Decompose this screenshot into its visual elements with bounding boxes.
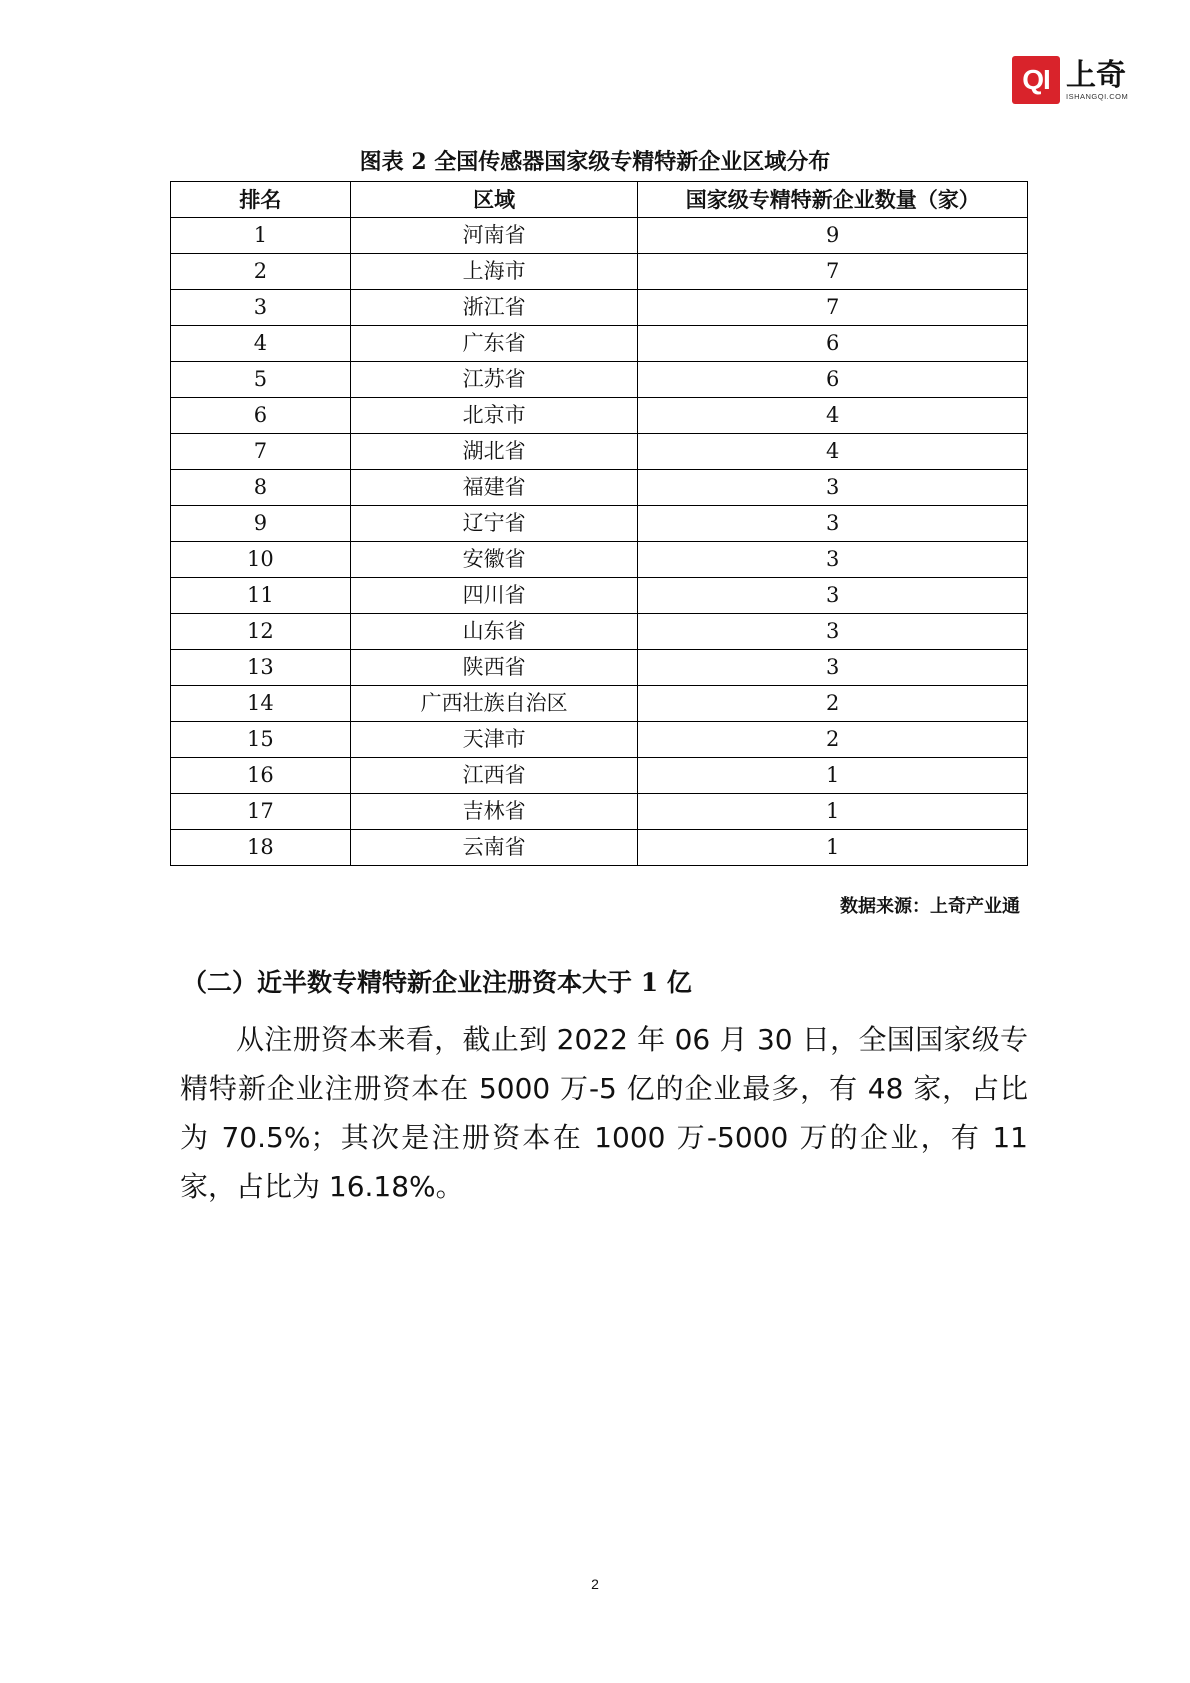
table-row (171, 398, 1028, 434)
region-cell: 福建省 (350, 470, 638, 506)
region-distribution-table (170, 181, 1028, 866)
region-cell: 江西省 (350, 758, 638, 794)
rank-cell: 12 (171, 614, 351, 650)
rank-cell: 15 (171, 722, 351, 758)
count-cell: 3 (638, 542, 1028, 578)
count-cell: 2 (638, 722, 1028, 758)
region-cell: 云南省 (350, 830, 638, 866)
rank-cell: 5 (171, 362, 351, 398)
count-cell: 7 (638, 254, 1028, 290)
table-row (171, 218, 1028, 254)
region-cell: 吉林省 (350, 794, 638, 830)
region-cell: 河南省 (350, 218, 638, 254)
count-cell: 7 (638, 290, 1028, 326)
table-row (171, 470, 1028, 506)
count-cell: 1 (638, 794, 1028, 830)
rank-cell: 10 (171, 542, 351, 578)
table-row (171, 362, 1028, 398)
table-header-row (171, 182, 1028, 218)
logo-url: ISHANGQI.COM (1066, 91, 1129, 101)
rank-cell: 6 (171, 398, 351, 434)
table-caption: 图表 2 全国传感器国家级专精特新企业区域分布 (359, 149, 831, 175)
data-source-note: 数据来源：上奇产业通 (840, 896, 1020, 917)
region-cell: 陕西省 (350, 650, 638, 686)
region-cell: 安徽省 (350, 542, 638, 578)
region-cell: 四川省 (350, 578, 638, 614)
count-cell: 1 (638, 758, 1028, 794)
table-row (171, 290, 1028, 326)
table-row (171, 434, 1028, 470)
table-row (171, 578, 1028, 614)
rank-cell: 17 (171, 794, 351, 830)
rank-cell: 2 (171, 254, 351, 290)
rank-cell: 4 (171, 326, 351, 362)
region-cell: 广西壮族自治区 (350, 686, 638, 722)
table-row (171, 722, 1028, 758)
rank-cell: 11 (171, 578, 351, 614)
rank-cell: 18 (171, 830, 351, 866)
table-row (171, 758, 1028, 794)
rank-cell: 7 (171, 434, 351, 470)
region-cell: 浙江省 (350, 290, 638, 326)
body-paragraph: 从注册资本来看，截止到 2022 年 06 月 30 日，全国国家级专精特新企业注册资本在 5000 万-5 亿的企业最多，有 48 家，占比为 70.5%；其次是注册资本在 1000 万-5000 万的企业，有 11 家，占比为 16.18%。 (180, 1023, 1028, 1203)
region-cell: 辽宁省 (350, 506, 638, 542)
count-cell: 2 (638, 686, 1028, 722)
table-row (171, 650, 1028, 686)
table-row (171, 614, 1028, 650)
count-cell: 1 (638, 830, 1028, 866)
count-cell: 6 (638, 362, 1028, 398)
logo-mark: QI (1012, 56, 1060, 104)
region-cell: 山东省 (350, 614, 638, 650)
count-cell: 3 (638, 578, 1028, 614)
table-row (171, 506, 1028, 542)
table-row (171, 326, 1028, 362)
region-cell: 广东省 (350, 326, 638, 362)
rank-cell: 16 (171, 758, 351, 794)
table-row (171, 542, 1028, 578)
header-rank: 排名 (171, 182, 351, 218)
rank-cell: 1 (171, 218, 351, 254)
count-cell: 4 (638, 434, 1028, 470)
count-cell: 3 (638, 470, 1028, 506)
rank-cell: 3 (171, 290, 351, 326)
table-row (171, 254, 1028, 290)
table-row (171, 830, 1028, 866)
header-count: 国家级专精特新企业数量（家） (638, 182, 1028, 218)
logo-text (1066, 57, 1129, 101)
rank-cell: 13 (171, 650, 351, 686)
logo-name: 上奇 (1066, 57, 1126, 93)
rank-cell: 9 (171, 506, 351, 542)
section-heading: （二）近半数专精特新企业注册资本大于 1 亿 (182, 968, 692, 997)
count-cell: 3 (638, 506, 1028, 542)
count-cell: 3 (638, 614, 1028, 650)
header-region: 区域 (350, 182, 638, 218)
page-number: 2 (591, 1576, 599, 1592)
rank-cell: 14 (171, 686, 351, 722)
count-cell: 9 (638, 218, 1028, 254)
table-row (171, 686, 1028, 722)
region-cell: 天津市 (350, 722, 638, 758)
table-row (171, 794, 1028, 830)
region-cell: 北京市 (350, 398, 638, 434)
region-cell: 上海市 (350, 254, 638, 290)
region-cell: 湖北省 (350, 434, 638, 470)
count-cell: 4 (638, 398, 1028, 434)
count-cell: 3 (638, 650, 1028, 686)
region-cell: 江苏省 (350, 362, 638, 398)
count-cell: 6 (638, 326, 1028, 362)
rank-cell: 8 (171, 470, 351, 506)
logo (1012, 56, 1128, 104)
